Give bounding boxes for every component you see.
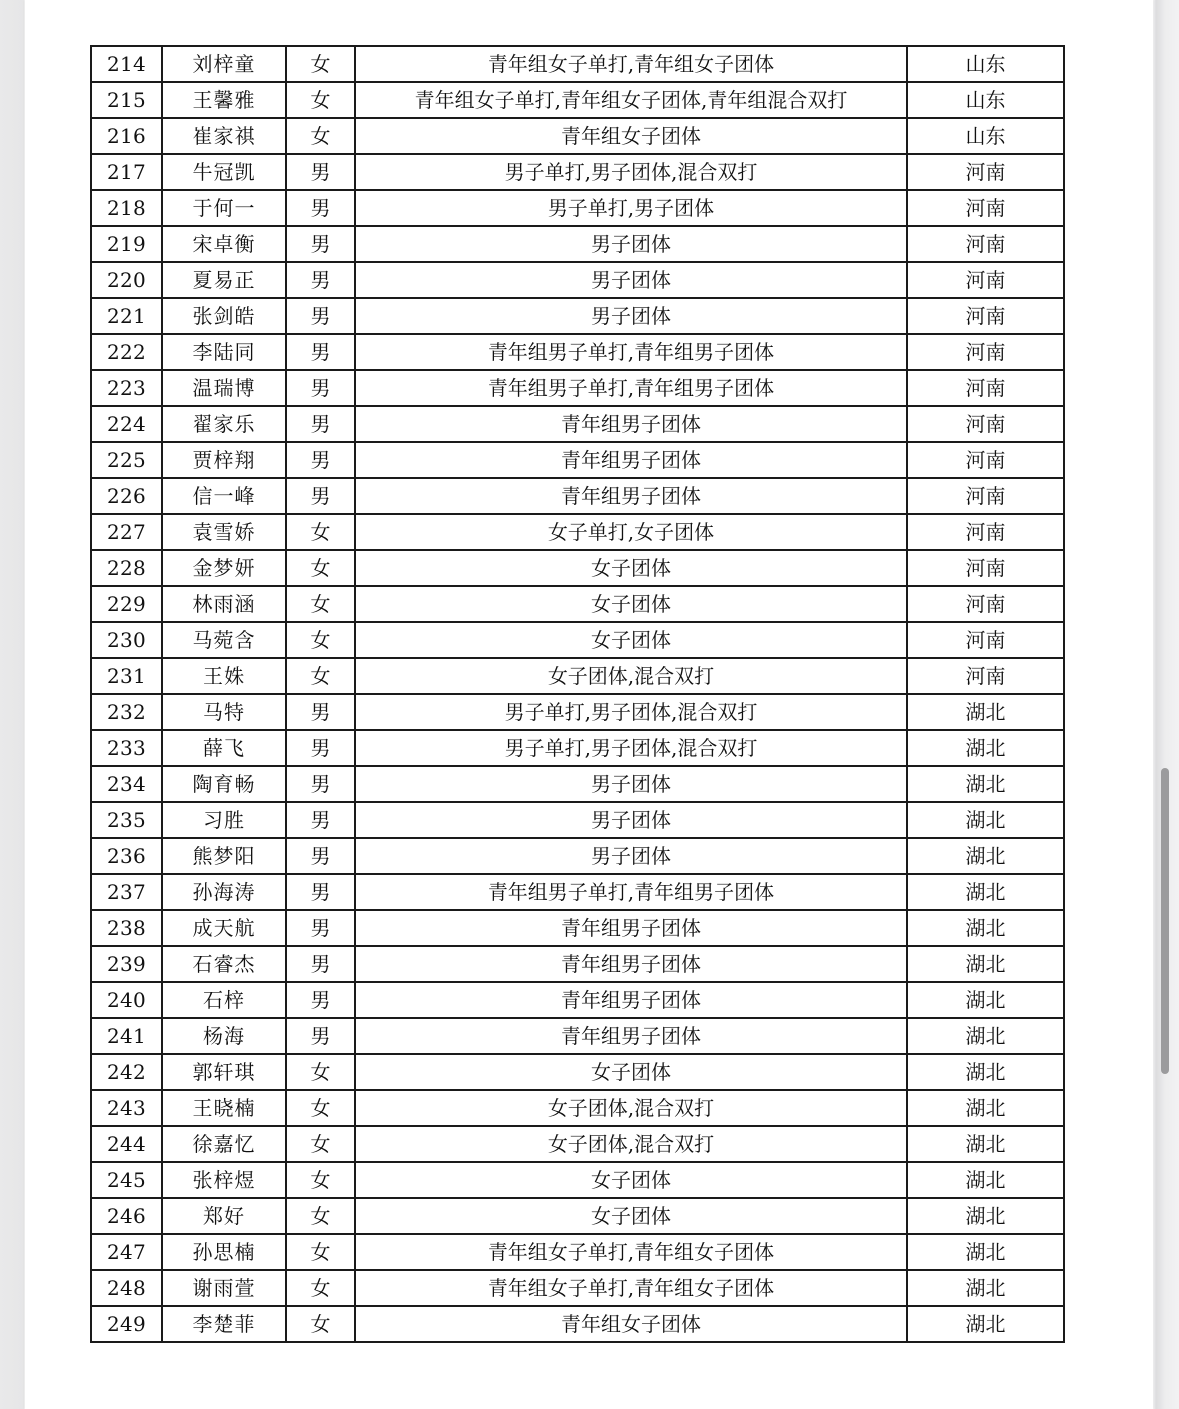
player-roster-table bbox=[90, 45, 1065, 1343]
province-cell: 湖北 bbox=[907, 910, 1064, 946]
row-number-cell: 243 bbox=[91, 1090, 162, 1126]
province-cell: 河南 bbox=[907, 370, 1064, 406]
player-name-cell: 林雨涵 bbox=[162, 586, 286, 622]
gender-cell: 女 bbox=[286, 658, 355, 694]
table-row bbox=[91, 1090, 1064, 1126]
province-cell: 湖北 bbox=[907, 1306, 1064, 1342]
events-cell: 女子单打,女子团体 bbox=[355, 514, 907, 550]
row-number-cell: 248 bbox=[91, 1270, 162, 1306]
row-number-cell: 232 bbox=[91, 694, 162, 730]
row-number-cell: 236 bbox=[91, 838, 162, 874]
gender-cell: 男 bbox=[286, 478, 355, 514]
player-name-cell: 牛冠凯 bbox=[162, 154, 286, 190]
player-name-cell: 袁雪娇 bbox=[162, 514, 286, 550]
row-number-cell: 227 bbox=[91, 514, 162, 550]
events-cell: 青年组男子团体 bbox=[355, 982, 907, 1018]
gender-cell: 男 bbox=[286, 694, 355, 730]
gender-cell: 男 bbox=[286, 370, 355, 406]
events-cell: 青年组男子团体 bbox=[355, 406, 907, 442]
province-cell: 湖北 bbox=[907, 694, 1064, 730]
row-number-cell: 228 bbox=[91, 550, 162, 586]
events-cell: 青年组男子团体 bbox=[355, 946, 907, 982]
events-cell: 男子单打,男子团体 bbox=[355, 190, 907, 226]
table-row bbox=[91, 1234, 1064, 1270]
row-number-cell: 238 bbox=[91, 910, 162, 946]
province-cell: 河南 bbox=[907, 514, 1064, 550]
row-number-cell: 223 bbox=[91, 370, 162, 406]
events-cell: 青年组男子团体 bbox=[355, 478, 907, 514]
table-row bbox=[91, 982, 1064, 1018]
province-cell: 湖北 bbox=[907, 1234, 1064, 1270]
events-cell: 青年组男子单打,青年组男子团体 bbox=[355, 370, 907, 406]
row-number-cell: 233 bbox=[91, 730, 162, 766]
province-cell: 湖北 bbox=[907, 766, 1064, 802]
table-row bbox=[91, 586, 1064, 622]
player-name-cell: 贾梓翔 bbox=[162, 442, 286, 478]
province-cell: 河南 bbox=[907, 406, 1064, 442]
gender-cell: 男 bbox=[286, 982, 355, 1018]
province-cell: 湖北 bbox=[907, 1198, 1064, 1234]
row-number-cell: 220 bbox=[91, 262, 162, 298]
gender-cell: 女 bbox=[286, 622, 355, 658]
events-cell: 男子团体 bbox=[355, 766, 907, 802]
player-name-cell: 杨海 bbox=[162, 1018, 286, 1054]
player-name-cell: 王馨雅 bbox=[162, 82, 286, 118]
table-row bbox=[91, 730, 1064, 766]
player-name-cell: 郭轩琪 bbox=[162, 1054, 286, 1090]
table-row bbox=[91, 442, 1064, 478]
gender-cell: 男 bbox=[286, 766, 355, 802]
table-row bbox=[91, 622, 1064, 658]
table-row bbox=[91, 694, 1064, 730]
row-number-cell: 239 bbox=[91, 946, 162, 982]
table-row bbox=[91, 658, 1064, 694]
events-cell: 女子团体 bbox=[355, 1198, 907, 1234]
player-name-cell: 李楚菲 bbox=[162, 1306, 286, 1342]
row-number-cell: 240 bbox=[91, 982, 162, 1018]
events-cell: 青年组女子团体 bbox=[355, 118, 907, 154]
row-number-cell: 241 bbox=[91, 1018, 162, 1054]
gender-cell: 女 bbox=[286, 550, 355, 586]
province-cell: 湖北 bbox=[907, 1270, 1064, 1306]
gender-cell: 女 bbox=[286, 118, 355, 154]
province-cell: 河南 bbox=[907, 262, 1064, 298]
player-name-cell: 熊梦阳 bbox=[162, 838, 286, 874]
gender-cell: 女 bbox=[286, 1198, 355, 1234]
events-cell: 女子团体 bbox=[355, 622, 907, 658]
events-cell: 女子团体,混合双打 bbox=[355, 1126, 907, 1162]
table-row bbox=[91, 1306, 1064, 1342]
events-cell: 男子团体 bbox=[355, 262, 907, 298]
row-number-cell: 246 bbox=[91, 1198, 162, 1234]
table-row bbox=[91, 154, 1064, 190]
province-cell: 湖北 bbox=[907, 1162, 1064, 1198]
table-row bbox=[91, 946, 1064, 982]
events-cell: 青年组女子单打,青年组女子团体,青年组混合双打 bbox=[355, 82, 907, 118]
gender-cell: 女 bbox=[286, 1090, 355, 1126]
table-row bbox=[91, 1126, 1064, 1162]
player-name-cell: 王姝 bbox=[162, 658, 286, 694]
gender-cell: 男 bbox=[286, 910, 355, 946]
province-cell: 湖北 bbox=[907, 730, 1064, 766]
events-cell: 男子团体 bbox=[355, 838, 907, 874]
player-name-cell: 薛飞 bbox=[162, 730, 286, 766]
province-cell: 湖北 bbox=[907, 982, 1064, 1018]
row-number-cell: 234 bbox=[91, 766, 162, 802]
province-cell: 河南 bbox=[907, 586, 1064, 622]
table-row bbox=[91, 370, 1064, 406]
events-cell: 青年组男子单打,青年组男子团体 bbox=[355, 334, 907, 370]
vertical-scrollbar[interactable] bbox=[1161, 768, 1169, 1074]
events-cell: 女子团体 bbox=[355, 1162, 907, 1198]
province-cell: 湖北 bbox=[907, 1126, 1064, 1162]
gender-cell: 男 bbox=[286, 802, 355, 838]
table-row bbox=[91, 190, 1064, 226]
events-cell: 青年组女子单打,青年组女子团体 bbox=[355, 46, 907, 82]
player-name-cell: 于何一 bbox=[162, 190, 286, 226]
gender-cell: 男 bbox=[286, 874, 355, 910]
table-row bbox=[91, 1054, 1064, 1090]
events-cell: 青年组男子团体 bbox=[355, 442, 907, 478]
player-name-cell: 刘梓童 bbox=[162, 46, 286, 82]
province-cell: 湖北 bbox=[907, 1090, 1064, 1126]
player-name-cell: 温瑞博 bbox=[162, 370, 286, 406]
province-cell: 河南 bbox=[907, 298, 1064, 334]
gender-cell: 女 bbox=[286, 46, 355, 82]
gender-cell: 男 bbox=[286, 730, 355, 766]
gender-cell: 女 bbox=[286, 1126, 355, 1162]
table-row bbox=[91, 766, 1064, 802]
gender-cell: 女 bbox=[286, 1234, 355, 1270]
table-row bbox=[91, 46, 1064, 82]
gender-cell: 女 bbox=[286, 82, 355, 118]
table-row bbox=[91, 1198, 1064, 1234]
province-cell: 河南 bbox=[907, 658, 1064, 694]
player-name-cell: 翟家乐 bbox=[162, 406, 286, 442]
gender-cell: 男 bbox=[286, 406, 355, 442]
events-cell: 青年组男子单打,青年组男子团体 bbox=[355, 874, 907, 910]
gender-cell: 男 bbox=[286, 442, 355, 478]
province-cell: 河南 bbox=[907, 478, 1064, 514]
events-cell: 女子团体 bbox=[355, 1054, 907, 1090]
row-number-cell: 225 bbox=[91, 442, 162, 478]
events-cell: 男子单打,男子团体,混合双打 bbox=[355, 154, 907, 190]
events-cell: 女子团体,混合双打 bbox=[355, 658, 907, 694]
table-row bbox=[91, 838, 1064, 874]
player-name-cell: 成天航 bbox=[162, 910, 286, 946]
table-row bbox=[91, 334, 1064, 370]
row-number-cell: 245 bbox=[91, 1162, 162, 1198]
events-cell: 女子团体,混合双打 bbox=[355, 1090, 907, 1126]
table-row bbox=[91, 1270, 1064, 1306]
table-row bbox=[91, 874, 1064, 910]
events-cell: 女子团体 bbox=[355, 586, 907, 622]
table-row bbox=[91, 82, 1064, 118]
province-cell: 湖北 bbox=[907, 874, 1064, 910]
events-cell: 青年组男子团体 bbox=[355, 910, 907, 946]
gender-cell: 男 bbox=[286, 226, 355, 262]
province-cell: 河南 bbox=[907, 154, 1064, 190]
table-row bbox=[91, 1162, 1064, 1198]
table-row bbox=[91, 298, 1064, 334]
table-row bbox=[91, 118, 1064, 154]
province-cell: 河南 bbox=[907, 226, 1064, 262]
player-name-cell: 夏易正 bbox=[162, 262, 286, 298]
table-row bbox=[91, 910, 1064, 946]
gender-cell: 男 bbox=[286, 838, 355, 874]
gender-cell: 男 bbox=[286, 298, 355, 334]
events-cell: 青年组女子单打,青年组女子团体 bbox=[355, 1234, 907, 1270]
province-cell: 山东 bbox=[907, 46, 1064, 82]
row-number-cell: 214 bbox=[91, 46, 162, 82]
row-number-cell: 219 bbox=[91, 226, 162, 262]
gender-cell: 女 bbox=[286, 1270, 355, 1306]
row-number-cell: 231 bbox=[91, 658, 162, 694]
row-number-cell: 221 bbox=[91, 298, 162, 334]
row-number-cell: 249 bbox=[91, 1306, 162, 1342]
province-cell: 河南 bbox=[907, 550, 1064, 586]
row-number-cell: 229 bbox=[91, 586, 162, 622]
player-name-cell: 郑好 bbox=[162, 1198, 286, 1234]
player-name-cell: 崔家祺 bbox=[162, 118, 286, 154]
table-row bbox=[91, 1018, 1064, 1054]
gender-cell: 男 bbox=[286, 154, 355, 190]
province-cell: 河南 bbox=[907, 622, 1064, 658]
row-number-cell: 244 bbox=[91, 1126, 162, 1162]
province-cell: 河南 bbox=[907, 190, 1064, 226]
player-name-cell: 王晓楠 bbox=[162, 1090, 286, 1126]
events-cell: 青年组女子单打,青年组女子团体 bbox=[355, 1270, 907, 1306]
table-row bbox=[91, 550, 1064, 586]
row-number-cell: 216 bbox=[91, 118, 162, 154]
player-name-cell: 谢雨萱 bbox=[162, 1270, 286, 1306]
table-row bbox=[91, 478, 1064, 514]
player-name-cell: 宋卓衡 bbox=[162, 226, 286, 262]
events-cell: 男子单打,男子团体,混合双打 bbox=[355, 730, 907, 766]
player-name-cell: 石梓 bbox=[162, 982, 286, 1018]
player-name-cell: 张梓煜 bbox=[162, 1162, 286, 1198]
gender-cell: 女 bbox=[286, 1162, 355, 1198]
gender-cell: 女 bbox=[286, 1306, 355, 1342]
events-cell: 男子团体 bbox=[355, 226, 907, 262]
table-row bbox=[91, 406, 1064, 442]
gender-cell: 女 bbox=[286, 586, 355, 622]
row-number-cell: 247 bbox=[91, 1234, 162, 1270]
province-cell: 湖北 bbox=[907, 1054, 1064, 1090]
player-name-cell: 金梦妍 bbox=[162, 550, 286, 586]
row-number-cell: 235 bbox=[91, 802, 162, 838]
gender-cell: 男 bbox=[286, 334, 355, 370]
province-cell: 湖北 bbox=[907, 946, 1064, 982]
table-row bbox=[91, 802, 1064, 838]
row-number-cell: 215 bbox=[91, 82, 162, 118]
events-cell: 男子单打,男子团体,混合双打 bbox=[355, 694, 907, 730]
player-name-cell: 石睿杰 bbox=[162, 946, 286, 982]
province-cell: 河南 bbox=[907, 334, 1064, 370]
player-name-cell: 马菀含 bbox=[162, 622, 286, 658]
table-row bbox=[91, 226, 1064, 262]
province-cell: 山东 bbox=[907, 82, 1064, 118]
player-name-cell: 孙思楠 bbox=[162, 1234, 286, 1270]
events-cell: 女子团体 bbox=[355, 550, 907, 586]
province-cell: 山东 bbox=[907, 118, 1064, 154]
province-cell: 湖北 bbox=[907, 838, 1064, 874]
province-cell: 湖北 bbox=[907, 1018, 1064, 1054]
table-row bbox=[91, 514, 1064, 550]
events-cell: 青年组男子团体 bbox=[355, 1018, 907, 1054]
player-name-cell: 马特 bbox=[162, 694, 286, 730]
row-number-cell: 224 bbox=[91, 406, 162, 442]
province-cell: 湖北 bbox=[907, 802, 1064, 838]
player-name-cell: 孙海涛 bbox=[162, 874, 286, 910]
row-number-cell: 230 bbox=[91, 622, 162, 658]
roster-table-body bbox=[91, 46, 1064, 1342]
gender-cell: 男 bbox=[286, 1018, 355, 1054]
player-name-cell: 李陆同 bbox=[162, 334, 286, 370]
player-name-cell: 陶育畅 bbox=[162, 766, 286, 802]
row-number-cell: 242 bbox=[91, 1054, 162, 1090]
row-number-cell: 217 bbox=[91, 154, 162, 190]
province-cell: 河南 bbox=[907, 442, 1064, 478]
events-cell: 男子团体 bbox=[355, 298, 907, 334]
player-name-cell: 徐嘉忆 bbox=[162, 1126, 286, 1162]
table-row bbox=[91, 262, 1064, 298]
gender-cell: 男 bbox=[286, 262, 355, 298]
player-name-cell: 习胜 bbox=[162, 802, 286, 838]
row-number-cell: 226 bbox=[91, 478, 162, 514]
gender-cell: 男 bbox=[286, 946, 355, 982]
events-cell: 青年组女子团体 bbox=[355, 1306, 907, 1342]
player-name-cell: 张剑皓 bbox=[162, 298, 286, 334]
player-name-cell: 信一峰 bbox=[162, 478, 286, 514]
row-number-cell: 222 bbox=[91, 334, 162, 370]
row-number-cell: 237 bbox=[91, 874, 162, 910]
events-cell: 男子团体 bbox=[355, 802, 907, 838]
row-number-cell: 218 bbox=[91, 190, 162, 226]
gender-cell: 女 bbox=[286, 1054, 355, 1090]
gender-cell: 女 bbox=[286, 514, 355, 550]
gender-cell: 男 bbox=[286, 190, 355, 226]
